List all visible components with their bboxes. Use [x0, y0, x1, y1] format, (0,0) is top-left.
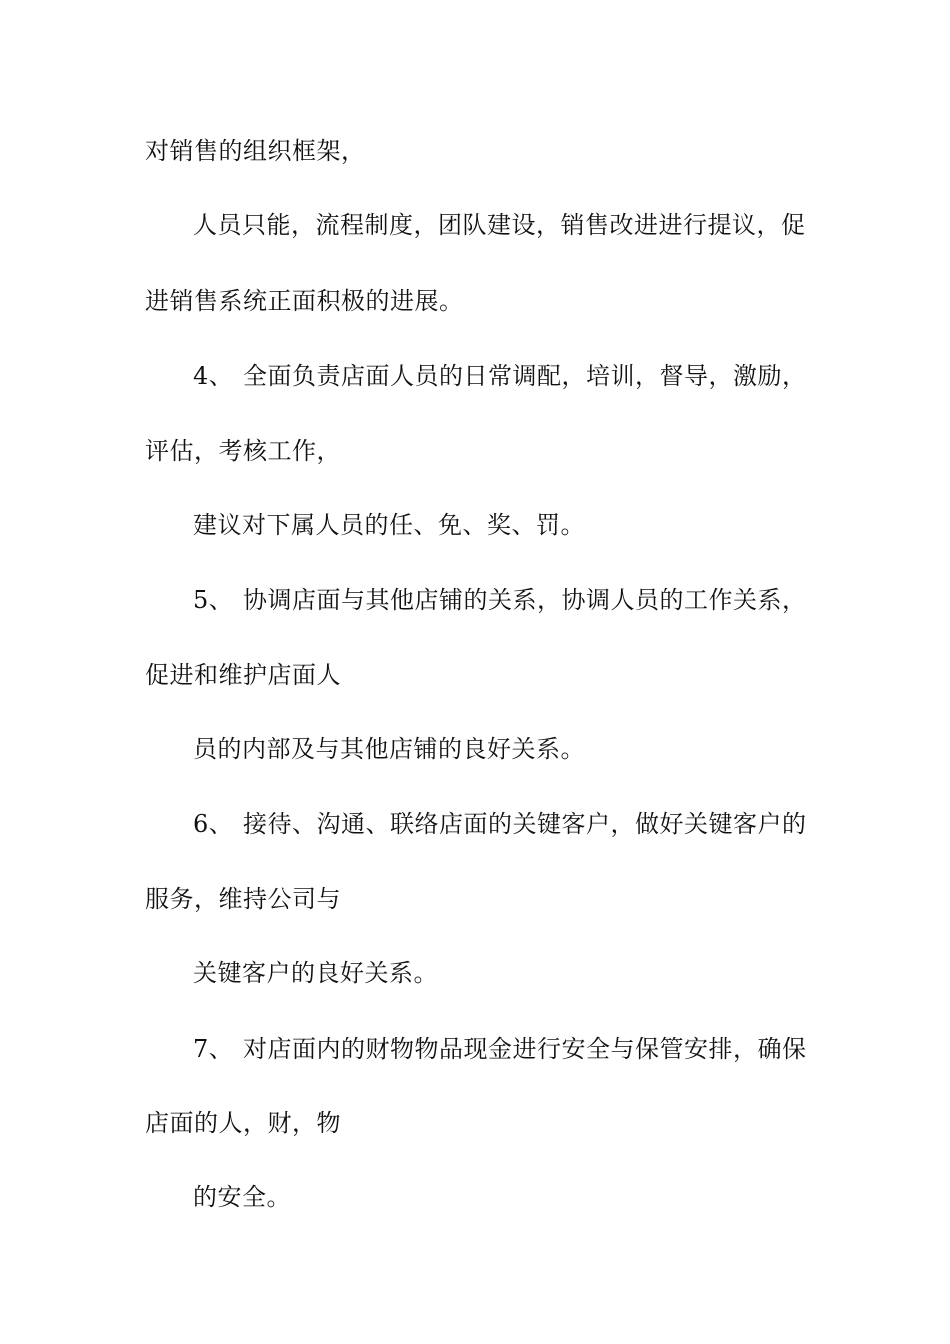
list-number: 4、 [193, 362, 234, 390]
list-item-6: 6、 接待、沟通、联络店面的关键客户，做好关键客户的 [193, 810, 807, 838]
text-line: 建议对下属人员的任、免、奖、罚。 [193, 511, 585, 539]
text-line: 员的内部及与其他店铺的良好关系。 [193, 735, 585, 763]
text-line: 进销售系统正面积极的进展。 [145, 287, 464, 315]
text-line: 人员只能，流程制度，团队建设，销售改进进行提议，促 [193, 211, 806, 239]
list-number: 5、 [193, 586, 234, 614]
text-line: 关键客户的良好关系。 [193, 959, 438, 987]
text-line: 对销售的组织框架， [145, 137, 366, 165]
text-line: 服务，维持公司与 [145, 885, 341, 913]
text-line: 的安全。 [193, 1183, 291, 1211]
list-number: 7、 [193, 1035, 234, 1063]
list-item-5: 5、 协调店面与其他店铺的关系，协调人员的工作关系， [193, 586, 807, 614]
list-number: 6、 [193, 810, 234, 838]
list-item-7: 7、 对店面内的财物物品现金进行安全与保管安排，确保 [193, 1035, 807, 1063]
text-line: 促进和维护店面人 [145, 661, 341, 689]
text-line: 评估，考核工作， [145, 437, 341, 465]
text-line: 店面的人，财，物 [145, 1109, 341, 1137]
list-item-4: 4、 全面负责店面人员的日常调配，培训，督导，激励， [193, 362, 807, 390]
